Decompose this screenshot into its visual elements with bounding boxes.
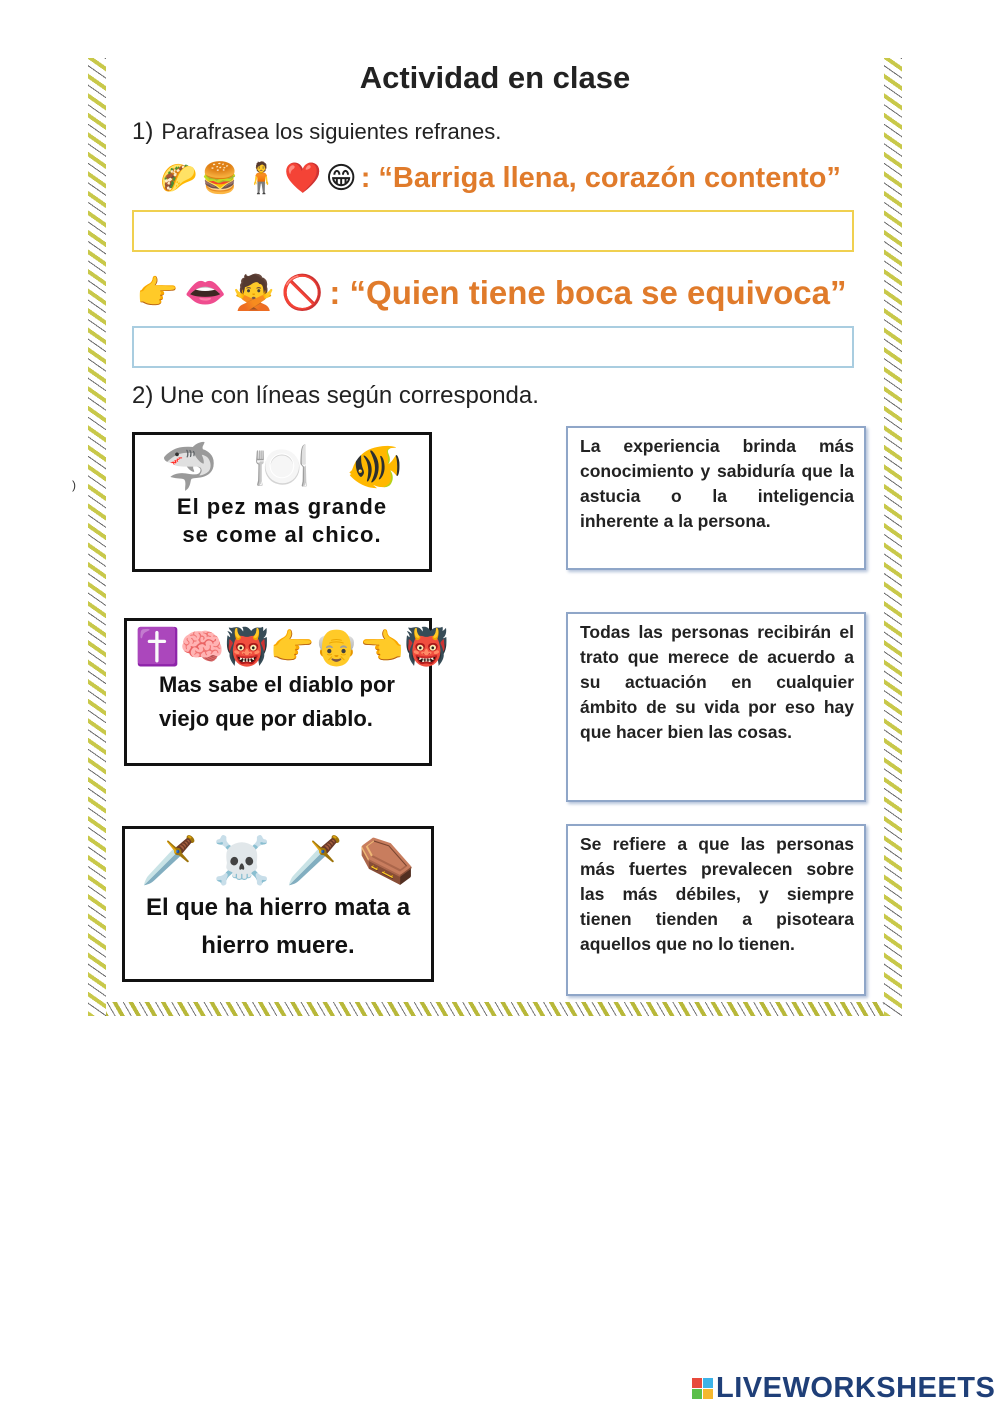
plate-cutlery-icon: 🍽️ [253,440,311,492]
pointing-left-icon: 👈 [359,626,404,667]
burger-icon: 🍔 [201,161,239,195]
old-man-icon: 👴 [314,626,360,667]
question-2-prompt: 2) Une con líneas según corresponda. [132,382,539,409]
definition-card-3[interactable]: Se refiere a que las personas más fuertes prevalecen sobre las más débiles, y siempre tienen tienden a pisoteara aquellos que no lo tienen. [566,824,866,996]
card-2-caption-line-1: Mas sabe el diablo por [159,671,395,697]
saying-2 [136,274,847,312]
liveworksheets-logo-icon [692,1378,713,1399]
card-2-caption-line-2: viejo que por diablo. [159,705,373,731]
dagger-icon: 🗡️ [140,834,198,886]
cross-icon: ✝️ [135,626,180,667]
dagger-icon: 🗡️ [285,834,343,886]
saying-card-1[interactable] [132,432,432,572]
devil-mask-icon: 👹 [224,626,270,667]
card-1-caption-line-1: El pez mas grande [176,493,388,519]
answer-1-field[interactable] [132,210,854,252]
shark-icon: 🦈 [160,440,218,492]
card-3-caption-line-2: hierro muere. [201,931,355,959]
coffin-icon: ⚰️ [358,834,416,886]
fish-icon: 🐠 [346,440,404,492]
question-1-prompt [132,118,501,146]
taco-icon: 🌮 [160,161,198,195]
worksheet [88,58,902,1016]
stray-mark: ) [72,478,76,492]
card-3-icons [125,829,431,886]
pointing-hand-icon: 👉 [136,274,179,312]
page-title: Actividad en clase [359,60,631,95]
grinning-face-icon: 😁 [325,161,357,195]
card-3-caption-line-1: El que ha hierro mata a [145,893,411,921]
heart-icon: ❤️ [284,161,322,195]
saying-card-2[interactable] [124,618,449,766]
definition-card-1[interactable]: La experiencia brinda más conocimiento y sabiduría que la astucia o la inteligencia inherente a la persona. [566,426,866,570]
person-gesturing-no-icon: 🙅 [232,274,276,312]
definition-card-2[interactable]: Todas las personas recibirán el trato que merece de acuerdo a su actuación en cualquier ámbito de su vida por eso hay que hacer bien las cosas. [566,612,866,802]
card-2-icons [127,621,449,667]
question-1-text: Parafrasea los siguientes refranes. [161,119,502,144]
mouth-icon: 👄 [184,274,227,312]
card-1-icons [135,435,429,492]
brand-watermark[interactable] [692,1372,995,1405]
prohibited-icon: 🚫 [281,274,324,312]
saying-card-3[interactable] [122,826,434,982]
devil-mask-icon: 👹 [403,626,449,667]
pencil-border-left [88,58,106,1016]
brain-icon: 🧠 [179,626,225,667]
person-icon: 🧍 [242,161,281,195]
question-1-number: 1) [132,118,154,145]
pencil-border-bottom [88,1002,902,1016]
pencil-border-right [884,58,902,1016]
card-1-caption-line-2: se come al chico. [182,521,382,547]
answer-2-field[interactable] [132,326,854,368]
skull-crossbones-icon: ☠️ [213,834,271,886]
saying-1 [160,162,841,195]
pointing-right-icon: 👉 [269,626,315,667]
brand-name: LIVEWORKSHEETS [716,1372,996,1404]
saying-1-text: : “Barriga llena, corazón contento” [360,162,841,194]
saying-2-text: : “Quien tiene boca se equivoca” [329,274,847,311]
